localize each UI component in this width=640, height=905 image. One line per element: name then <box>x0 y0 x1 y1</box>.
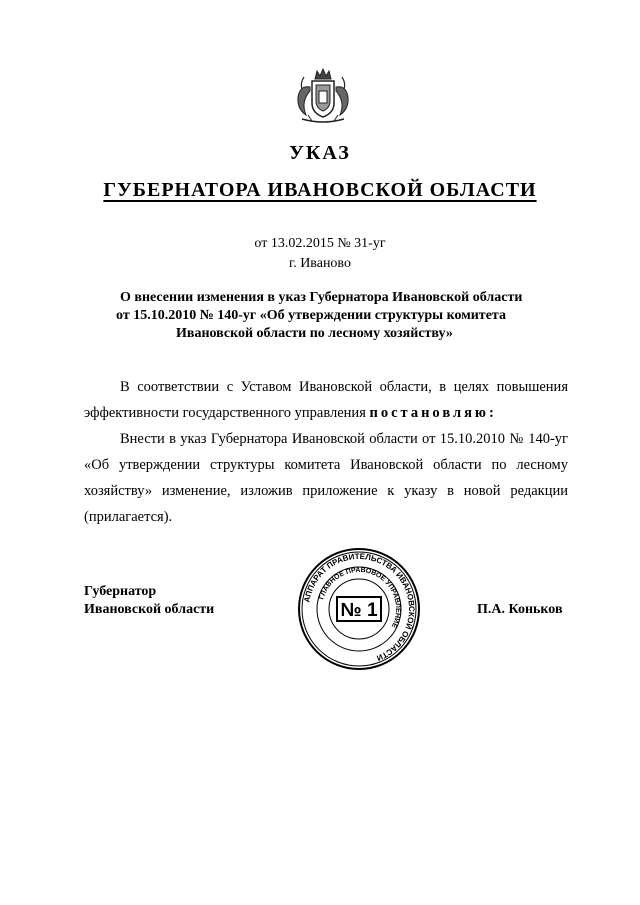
paragraph-preamble <box>84 374 568 426</box>
document-city: г. Иваново <box>289 256 351 271</box>
stamp-number: № 1 <box>340 600 378 621</box>
signatory-position-line-2: Ивановской области <box>84 602 215 617</box>
paragraph-decree: Внести в указ Губернатора Ивановской области от 15.10.2010 № 140-уг «Об утверждении структуры комитета Ивановской области по лесному хозяйству» изменение, изложив приложение к указу в новой редакции (прилагается). <box>84 431 568 525</box>
signatory-name: П.А. Коньков <box>477 602 563 617</box>
document-title: УКАЗ <box>289 142 351 164</box>
document-date-number: от 13.02.2015 № 31-уг <box>254 236 386 251</box>
coat-of-arms-emblem <box>288 65 358 127</box>
document-subtitle <box>0 179 640 202</box>
heading-line-3: Ивановской области по лесному хозяйству» <box>176 326 453 341</box>
subtitle-text: ГУБЕРНАТОРА ИВАНОВСКОЙ ОБЛАСТИ <box>103 179 537 201</box>
official-stamp <box>297 547 421 671</box>
stamp-ring-text: АППАРАТ ПРАВИТЕЛЬСТВА ИВАНОВСКОЙ ОБЛАСТИ <box>302 551 417 663</box>
signatory-position-line-1: Губернатор <box>84 584 157 599</box>
heading-line-2: от 15.10.2010 № 140-уг «Об утверждении структуры комитета <box>116 308 506 323</box>
decree-keyword: постановляю: <box>369 405 497 421</box>
stamp-inner-text: ГЛАВНОЕ ПРАВОВОЕ УПРАВЛЕНИЕ <box>318 566 402 629</box>
heading-line-1: О внесении изменения в указ Губернатора Ивановской области <box>120 290 523 305</box>
preamble-text: В соответствии с Уставом Ивановской области, в целях повышения эффективности государственного управления <box>84 379 568 421</box>
